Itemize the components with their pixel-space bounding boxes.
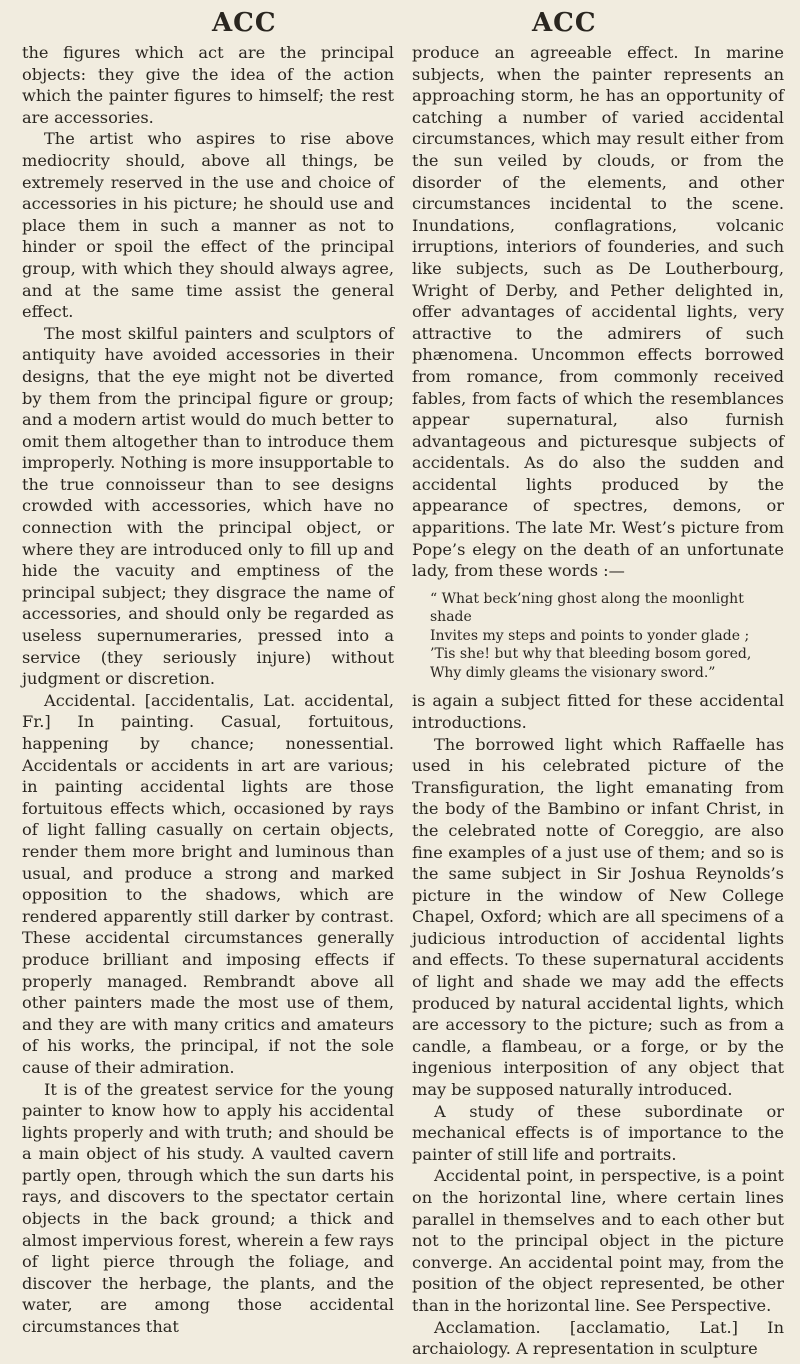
verse-quotation — [430, 590, 784, 683]
verse-line: Invites my steps and points to yonder glade ; — [430, 627, 750, 644]
left-column — [22, 0, 394, 1338]
verse-line: “ What beck’ning ghost along the moonlight shade — [430, 590, 744, 626]
paragraph: The borrowed light which Raffaelle has used in his celebrated picture of the Transfiguration, the light emanating from the body of the Bambino or infant Christ, in the celebrated notte of Coreggio, are also fine examples of a just use of them; and so is the same subject in Sir Joshua Reynolds’s picture in the window of New College Chapel, Oxford; which are all specimens of a judicious introduction of accidental lights and effects. To these supernatural accidents of light and shade we may add the effects produced by natural accidental lights, which are accessory to the picture; such as from a candle, a flambeau, or a forge, or by the ingenious interposition of any object that may be supposed naturally introduced. — [412, 734, 784, 1100]
paragraph: is again a subject fitted for these accidental introductions. — [412, 691, 784, 732]
paragraph: The artist who aspires to rise above mediocrity should, above all things, be extremely reserved in the use and choice of accessories in his picture; he should use and place them in such a manner as not to hinder or spoil the effect of the principal group, with which they should always agree, and at the same time assist the general effect. — [22, 129, 394, 322]
paragraph: The most skilful painters and sculptors of antiquity have avoided accessories in their designs, that the eye might not be diverted by them from the principal figure or group; and a modern artist would do much better to omit them altogether than to introduce them improperly. Nothing is more insupportable to the true connoisseur than to see designs crowded with accessories, which have no connection with the principal object, or where they are introduced only to fill up and hide the vacuity and emptiness of the principal subject; they disgrace the name of accessories, and should only be regarded as useless supernumeraries, pressed into a service (they seriously injure) without judgment or discretion. — [22, 323, 394, 689]
paragraph: It is of the greatest service for the young painter to know how to apply his accidental lights properly and with truth; and should be a main object of his study. A vaulted cavern partly open, through which the sun darts his rays, and discovers to the spectator certain objects in the back ground; a thick and almost impervious forest, wherein a few rays of light pierce through the foliage, and discover the herbage, the plants, and the water, are among those accidental circumstances that — [22, 1079, 394, 1337]
right-column — [412, 0, 784, 1360]
paragraph: A study of these subordinate or mechanical effects is of importance to the painter of still life and portraits. — [412, 1101, 784, 1164]
entry-acclamation: Acclamation. [acclamatio, Lat.] In archaiology. A representation in sculpture — [412, 1317, 784, 1359]
paragraph: the figures which act are the principal objects: they give the idea of the action which the painter figures to himself; the rest are accessories. — [22, 43, 394, 127]
running-head-left: ACC — [212, 8, 277, 38]
paragraph: produce an agreeable effect. In marine subjects, when the painter represents an approaching storm, he has an opportunity of catching a number of varied accidental circumstances, which may result either from the sun veiled by clouds, or from the disorder of the elements, and other circumstances incidental to the scene. Inundations, conflagrations, volcanic irruptions, interiors of founderies, and such like subjects, such as De Loutherbourg, Wright of Derby, and Pether delighted in, offer advantages of accidental lights, very attractive to the admirers of such phænomena. Uncommon effects borrowed from romance, from commonly received fables, from facts of which the resemblances appear supernatural, also furnish advantageous and picturesque subjects of accidentals. As do also the sudden and accidental lights produced by the appearance of spectres, demons, or apparitions. The late Mr. West’s picture from Pope’s elegy on the death of an unfortunate lady, from these words :— — [412, 43, 784, 581]
verse-line: Why dimly gleams the visionary sword.” — [430, 664, 716, 681]
running-head-right: ACC — [532, 8, 597, 38]
verse-line: ’Tis she! but why that bleeding bosom gored, — [430, 646, 752, 663]
entry-accidental: Accidental. [accidentalis, Lat. accidental, Fr.] In painting. Casual, fortuitous, happening by chance; nonessential. Accidentals or accidents in art are various; in painting accidental lights are those fortuitous effects which, occasioned by rays of light falling casually on certain objects, render them more bright and luminous than usual, and produce a strong and marked opposition to the shadows, which are rendered apparently still darker by contrast. These accidental circumstances generally produce brilliant and imposing effects if properly managed. Rembrandt above all other painters made the most use of them, and they are with many critics and amateurs of his works, the principal, if not the sole cause of their admiration. — [22, 690, 394, 1077]
entry-accidental-point: Accidental point, in perspective, is a point on the horizontal line, where certain lines parallel in themselves and to each other but not to the principal object in the picture converge. An accidental point may, from the position of the object represented, be other than in the horizontal line. See Perspective. — [412, 1166, 784, 1315]
